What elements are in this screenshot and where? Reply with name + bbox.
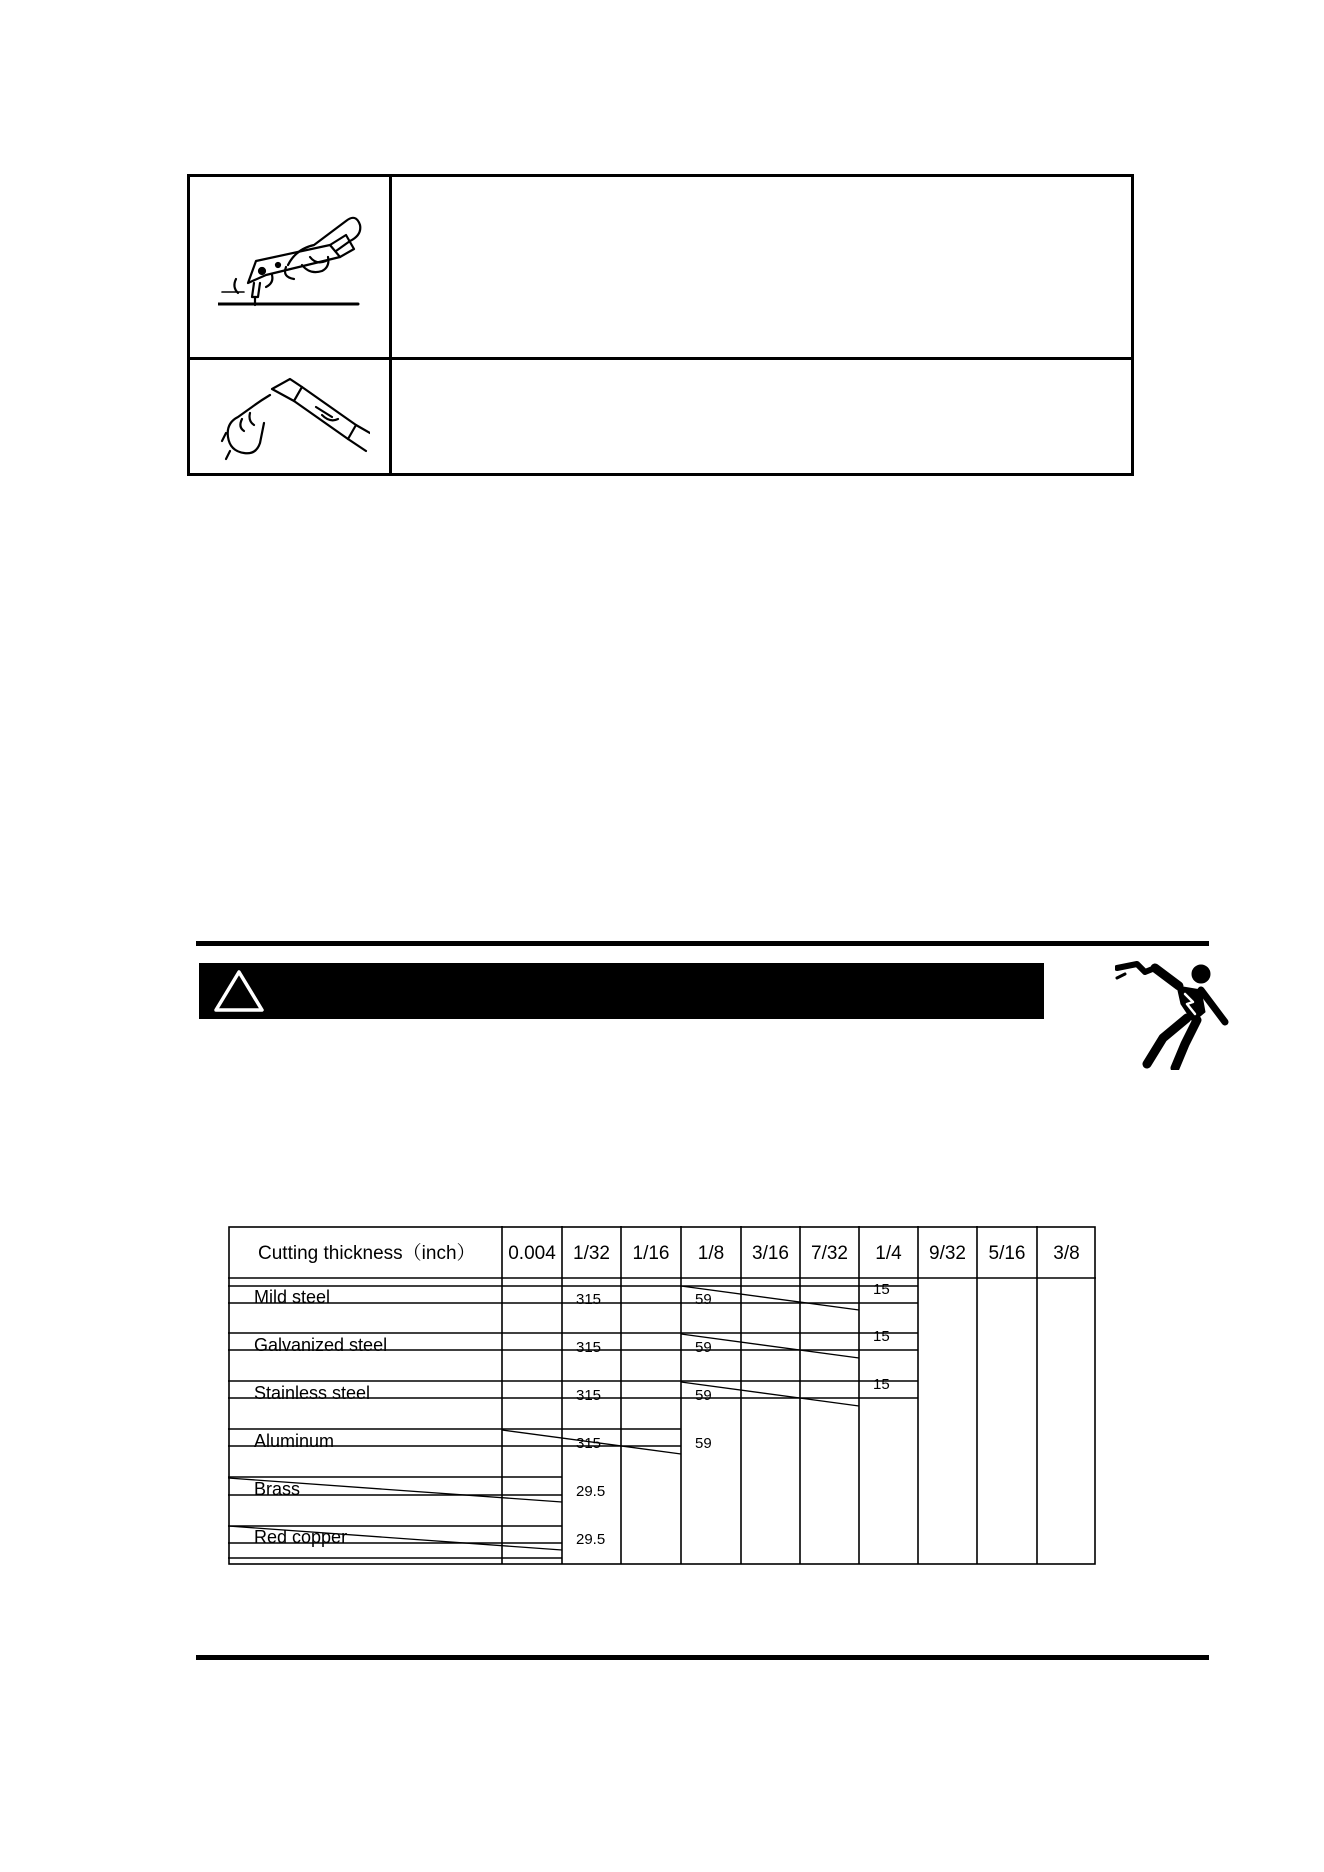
table-divider — [389, 177, 392, 473]
material-label: Stainless steel — [254, 1383, 371, 1403]
torch-tips-table — [187, 174, 1134, 476]
warning-triangle-icon — [213, 968, 265, 1014]
material-label: Brass — [254, 1479, 301, 1499]
material-label: Mild steel — [254, 1287, 331, 1307]
section-rule — [196, 941, 1209, 946]
column-header: 1/16 — [632, 1243, 670, 1264]
cutting-thickness-table — [228, 1226, 1100, 1570]
value-cell: 29.5 — [576, 1483, 606, 1500]
warning-banner — [199, 963, 1044, 1019]
value-cell: 59 — [695, 1435, 712, 1452]
column-header: 9/32 — [929, 1243, 966, 1264]
column-header: 1/8 — [697, 1243, 725, 1264]
value-cell: 315 — [576, 1387, 602, 1404]
electric-shock-icon — [1115, 960, 1235, 1070]
value-cell: 29.5 — [576, 1531, 606, 1548]
value-cell: 59 — [695, 1291, 712, 1308]
section-rule — [196, 1655, 1209, 1660]
column-header: 0.004 — [508, 1243, 556, 1264]
value-cell: 15 — [873, 1281, 890, 1298]
column-header: 5/16 — [988, 1243, 1026, 1264]
column-header: 7/32 — [811, 1243, 848, 1264]
column-header: 1/4 — [875, 1243, 902, 1264]
value-cell: 315 — [576, 1435, 602, 1452]
value-cell: 59 — [695, 1339, 712, 1356]
table-divider — [190, 357, 1131, 360]
material-label: Red copper — [254, 1527, 348, 1547]
finger-touching-torch-icon — [220, 367, 370, 467]
material-label: Aluminum — [254, 1431, 335, 1451]
value-cell: 15 — [873, 1328, 890, 1345]
material-label: Galvanized steel — [254, 1335, 388, 1355]
value-cell: 15 — [873, 1376, 890, 1393]
column-header: 3/8 — [1053, 1243, 1080, 1264]
column-header: 1/32 — [573, 1243, 610, 1264]
table-header-label: Cutting thickness（inch） — [258, 1243, 476, 1264]
value-cell: 59 — [695, 1387, 712, 1404]
hand-holding-torch-icon — [218, 205, 368, 315]
value-cell: 315 — [576, 1339, 602, 1356]
column-header: 3/16 — [752, 1243, 789, 1264]
value-cell: 315 — [576, 1291, 602, 1308]
